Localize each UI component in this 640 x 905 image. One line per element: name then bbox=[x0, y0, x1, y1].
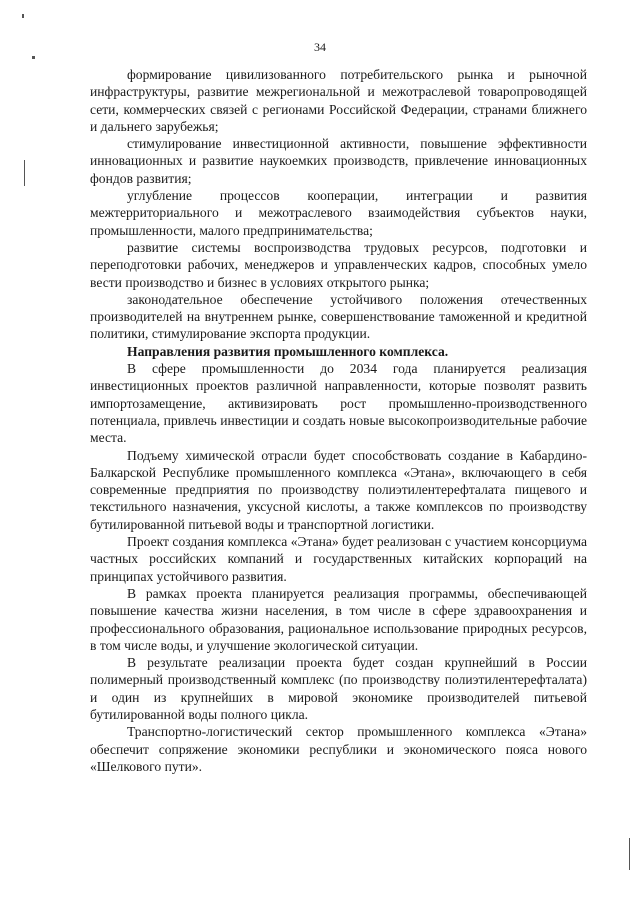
paragraph: В рамках проекта планируется реализация программы, обеспечивающей повышение качества жизни населения, в том числе в сфере здравоохранения и профессионального образования, рациональное использование природных ресурсов, в том числе воды, и улучшение экологической ситуации. bbox=[90, 585, 587, 653]
paragraph: законодательное обеспечение устойчивого положения отечественных производителей на внутреннем рынке, совершенствование таможенной и кредитной политики, стимулирование экспорта продукции. bbox=[90, 291, 587, 342]
page-number: 34 bbox=[314, 40, 326, 54]
paragraph: Проект создания комплекса «Этана» будет реализован с участием консорциума частных российских компаний и государственных китайских корпораций на принципах устойчивого развития. bbox=[90, 534, 587, 584]
scan-mark bbox=[629, 838, 630, 870]
section-heading: Направления развития промышленного комплекса. bbox=[127, 343, 449, 359]
scan-mark bbox=[32, 56, 35, 59]
scan-mark bbox=[24, 160, 25, 186]
paragraph: развитие системы воспроизводства трудовых ресурсов, подготовки и переподготовки рабочих, менеджеров и управленческих кадров, способных умело вести производство и бизнес в условиях открытого рынка; bbox=[90, 239, 587, 290]
paragraph: В сфере промышленности до 2034 года планируется реализация инвестиционных проектов различной направленности, которые позволят развить импортозамещение, активизировать рост промышленно-производственного потенциала, привлечь инвестиции и создать новые высокопроизводительные рабочие места. bbox=[90, 361, 587, 446]
paragraph: Транспортно-логистический сектор промышленного комплекса «Этана» обеспечит сопряжение экономики республики и экономического пояса нового «Шелкового пути». bbox=[90, 724, 587, 774]
paragraph: Подъему химической отрасли будет способствовать создание в Кабардино-Балкарской Республике промышленного комплекса «Этана», включающего в себя современные предприятия по производству полиэтилентерефталата пищевого и текстильного назначения, уксусной кислоты, а также комплексов по производству бутилированной питьевой воды и транспортной логистики. bbox=[90, 447, 587, 532]
paragraph: стимулирование инвестиционной активности, повышение эффективности инновационных и развитие наукоемких производств, привлечение инновационных фондов развития; bbox=[90, 136, 587, 186]
paragraph: углубление процессов кооперации, интеграции и развития межтерриториального и межотраслевого взаимодействия субъектов науки, промышленности, малого предпринимательства; bbox=[90, 188, 587, 238]
document-body bbox=[90, 66, 587, 775]
paragraph: формирование цивилизованного потребительского рынка и рыночной инфраструктуры, развитие межрегиональной и межотраслевой товаропроводящей сети, коммерческих связей с регионами Российской Федерации, странами ближнего и дальнего зарубежья; bbox=[90, 67, 587, 134]
paragraph: В результате реализации проекта будет создан крупнейший в России полимерный производственный комплекс (по производству полиэтилентерефталата) и один из крупнейших в мировой экономике производителей питьевой бутилированной воды полного цикла. bbox=[90, 655, 587, 722]
scan-mark bbox=[22, 14, 24, 18]
